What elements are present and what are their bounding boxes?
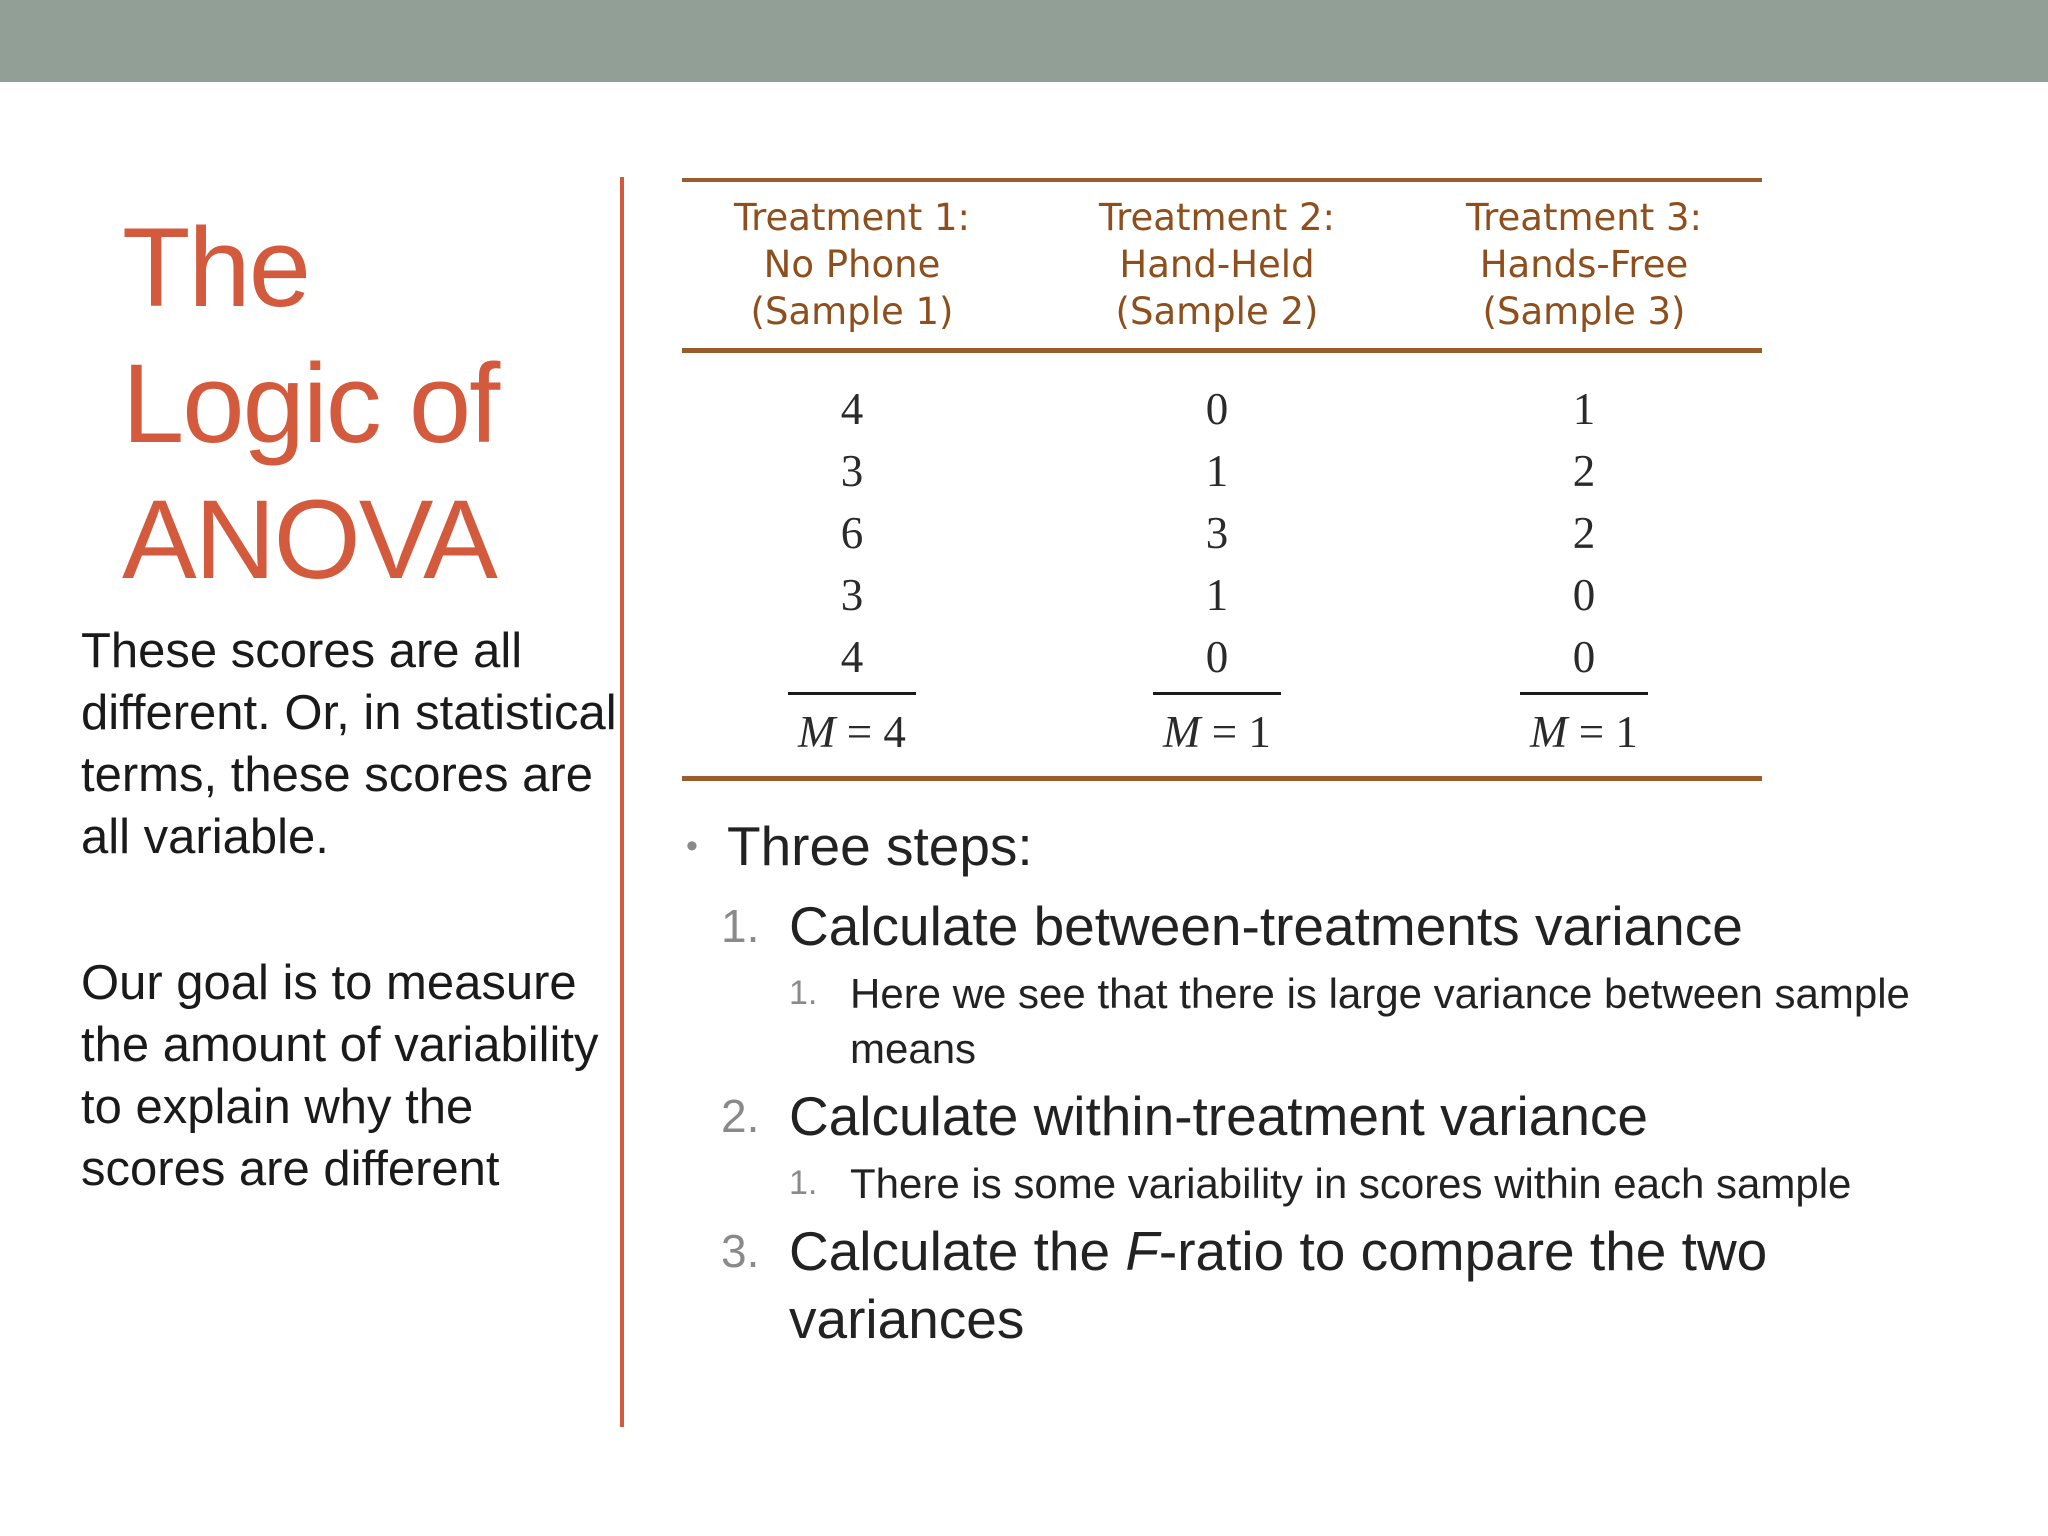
header-line: Treatment 2:: [1098, 196, 1336, 239]
mean-symbol: M: [798, 707, 836, 757]
table-top-rule: [682, 178, 1762, 182]
step-item: [721, 1217, 1980, 1353]
header-line: Treatment 3:: [1465, 196, 1703, 239]
column-scores-treatment-1: [682, 378, 1022, 763]
step-text: Calculate between-treatments variance: [789, 895, 1743, 957]
sub-text: Here we see that there is large variance between sample means: [850, 970, 1910, 1072]
step-sub-wrapper: [789, 1156, 1980, 1211]
score-cell: 6: [840, 508, 864, 558]
step-item: [721, 892, 1980, 960]
score-cell: 4: [840, 384, 864, 434]
step-text-before: Calculate the: [789, 1220, 1126, 1282]
left-paragraph-variability: These scores are all different. Or, in statistical terms, these scores are all variable.: [81, 624, 617, 864]
step-sub-item: [789, 1156, 1980, 1211]
steps-heading: [680, 806, 1980, 886]
header-line: Hand-Held: [1119, 243, 1315, 286]
table-bottom-rule: [682, 776, 1762, 781]
mean-value: [682, 701, 1022, 763]
column-scores-treatment-2: [1047, 378, 1387, 763]
mean-number: = 4: [835, 707, 906, 757]
score-cell: 0: [1572, 570, 1596, 620]
title-line: ANOVA: [122, 477, 496, 602]
bullet-icon: •: [686, 827, 698, 865]
sum-line: [1153, 692, 1281, 695]
score-cell: 4: [840, 632, 864, 682]
mean-number: = 1: [1567, 707, 1638, 757]
score-cell: 2: [1572, 446, 1596, 496]
mean-symbol: M: [1163, 707, 1201, 757]
score-cell: 2: [1572, 508, 1596, 558]
step-number: 1.: [721, 900, 760, 952]
table-header-rule: [682, 348, 1762, 353]
step-sub-item: [789, 966, 1980, 1076]
sum-line: [1520, 692, 1648, 695]
score-cell: 3: [1205, 508, 1229, 558]
vertical-divider: [620, 177, 624, 1427]
score-cell: 1: [1205, 446, 1229, 496]
score-cell: 1: [1205, 570, 1229, 620]
mean-value: [1047, 701, 1387, 763]
header-line: No Phone: [763, 243, 941, 286]
header-line: Treatment 1:: [733, 196, 971, 239]
mean-number: = 1: [1200, 707, 1271, 757]
column-header-treatment-2: [1047, 194, 1387, 335]
left-paragraph-goal: Our goal is to measure the amount of variability to explain why the scores are different: [81, 956, 599, 1196]
mean-symbol: M: [1530, 707, 1568, 757]
header-line: (Sample 3): [1482, 290, 1686, 333]
sub-number: 1.: [789, 974, 818, 1012]
sub-number: 1.: [789, 1164, 818, 1202]
title-line: The: [122, 205, 309, 330]
score-cell: 3: [840, 570, 864, 620]
top-bar: [0, 0, 2048, 82]
column-header-treatment-1: [682, 194, 1022, 335]
header-line: (Sample 2): [1115, 290, 1319, 333]
sum-line: [788, 692, 916, 695]
header-line: Hands-Free: [1479, 243, 1689, 286]
step-text: Calculate within-treatment variance: [789, 1085, 1648, 1147]
title-line: Logic of: [122, 341, 499, 466]
sub-text: There is some variability in scores within each sample: [850, 1160, 1852, 1207]
header-line: (Sample 1): [750, 290, 954, 333]
column-header-treatment-3: [1414, 194, 1754, 335]
step-number: 2.: [721, 1090, 760, 1142]
steps-list: [680, 806, 1980, 1353]
slide-title: [122, 200, 602, 608]
anova-data-table: [682, 178, 1762, 784]
score-cell: 1: [1572, 384, 1596, 434]
step-number: 3.: [721, 1225, 760, 1277]
step-text-after: -ratio to compare the two variances: [789, 1220, 1768, 1350]
score-cell: 0: [1205, 632, 1229, 682]
steps-heading-text: Three steps:: [727, 815, 1033, 877]
mean-value: [1414, 701, 1754, 763]
step-sub-wrapper: [789, 966, 1980, 1076]
f-symbol: F: [1125, 1220, 1159, 1282]
column-scores-treatment-3: [1414, 378, 1754, 763]
score-cell: 0: [1572, 632, 1596, 682]
step-item: [721, 1082, 1980, 1150]
score-cell: 0: [1205, 384, 1229, 434]
score-cell: 3: [840, 446, 864, 496]
